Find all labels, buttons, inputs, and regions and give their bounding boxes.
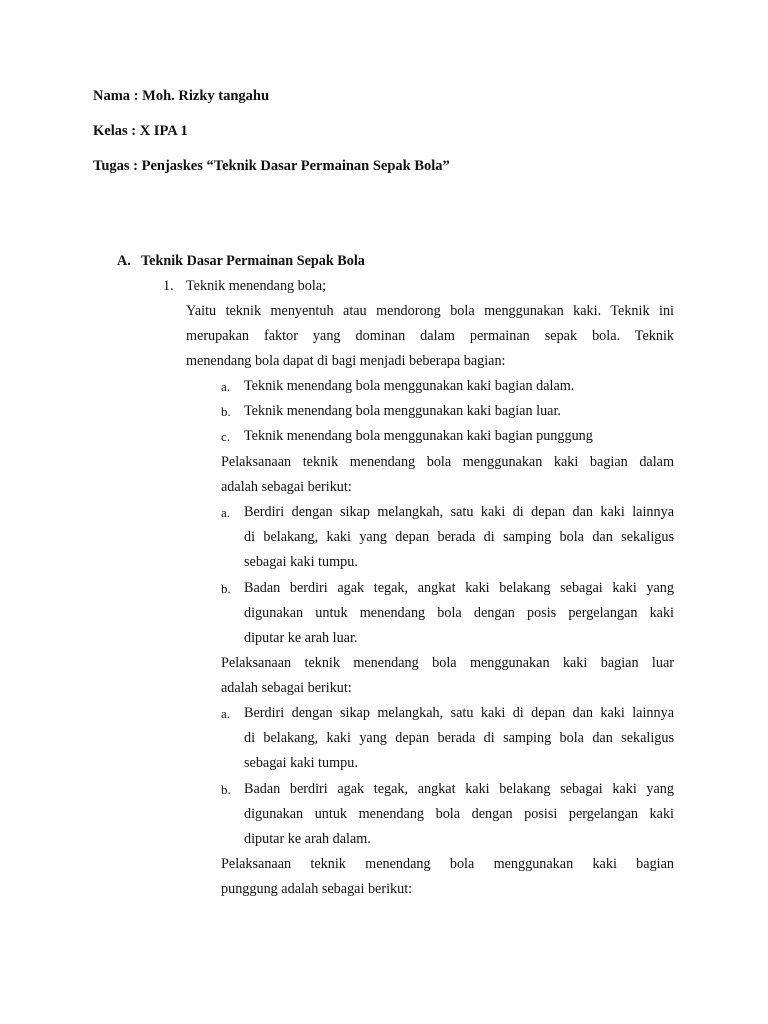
list-item-line: sebagai kaki tumpu. bbox=[244, 755, 358, 771]
paragraph-line: adalah sebagai berikut: bbox=[221, 680, 352, 696]
list-item: Teknik menendang bola menggunakan kaki bagian dalam. bbox=[244, 378, 575, 394]
list-item-line: Berdiri dengan sikap melangkah, satu kaki di depan dan kaki lainnya bbox=[244, 705, 674, 721]
list-marker: c. bbox=[221, 429, 231, 444]
list-item-line: sebagai kaki tumpu. bbox=[244, 554, 358, 570]
list-item-line: diputar ke arah dalam. bbox=[244, 831, 371, 847]
list-item: Teknik menendang bola menggunakan kaki bagian luar. bbox=[244, 403, 561, 419]
assignment-title: Tugas : Penjaskes “Teknik Dasar Permainan Sepak Bola” bbox=[93, 158, 450, 174]
paragraph-line: adalah sebagai berikut: bbox=[221, 479, 352, 495]
student-name: Nama : Moh. Rizky tangahu bbox=[93, 88, 270, 104]
section-title: Teknik Dasar Permainan Sepak Bola bbox=[141, 253, 365, 269]
list-marker: b. bbox=[221, 581, 231, 596]
list-item-line: Badan berdiri agak tegak, angkat kaki belakang sebagai kaki yang bbox=[244, 781, 674, 797]
list-item: Teknik menendang bola menggunakan kaki bagian punggung bbox=[244, 428, 593, 444]
student-class: Kelas : X IPA 1 bbox=[93, 123, 188, 139]
paragraph-line: punggung adalah sebagai berikut: bbox=[221, 881, 413, 897]
paragraph-line: Pelaksanaan teknik menendang bola menggunakan kaki bagian dalam bbox=[221, 454, 674, 470]
list-marker: b. bbox=[221, 782, 231, 797]
paragraph-line: merupakan faktor yang dominan dalam permainan sepak bola. Teknik bbox=[186, 328, 674, 344]
paragraph-line: Pelaksanaan teknik menendang bola menggunakan kaki bagian bbox=[221, 856, 674, 872]
paragraph-line: Pelaksanaan teknik menendang bola menggunakan kaki bagian luar bbox=[221, 655, 674, 671]
section-marker: A. bbox=[117, 253, 131, 269]
list-marker: a. bbox=[221, 706, 231, 721]
list-item-line: di belakang, kaki yang depan berada di samping bola dan sekaligus bbox=[244, 529, 674, 545]
list-item-line: diputar ke arah luar. bbox=[244, 630, 358, 646]
item-marker: 1. bbox=[163, 278, 174, 294]
list-item-line: digunakan untuk menendang bola dengan posis pergelangan kaki bbox=[244, 605, 674, 621]
paragraph-line: menendang bola dapat di bagi menjadi beberapa bagian: bbox=[186, 353, 506, 369]
list-marker: b. bbox=[221, 404, 231, 419]
item-title: Teknik menendang bola; bbox=[186, 278, 327, 294]
list-item-line: digunakan untuk menendang bola dengan posisi pergelangan kaki bbox=[244, 806, 674, 822]
paragraph-line: Yaitu teknik menyentuh atau mendorong bola menggunakan kaki. Teknik ini bbox=[186, 303, 674, 319]
list-marker: a. bbox=[221, 379, 231, 394]
list-item-line: Badan berdiri agak tegak, angkat kaki belakang sebagai kaki yang bbox=[244, 580, 674, 596]
list-item-line: Berdiri dengan sikap melangkah, satu kaki di depan dan kaki lainnya bbox=[244, 504, 674, 520]
list-item-line: di belakang, kaki yang depan berada di samping bola dan sekaligus bbox=[244, 730, 674, 746]
list-marker: a. bbox=[221, 505, 231, 520]
